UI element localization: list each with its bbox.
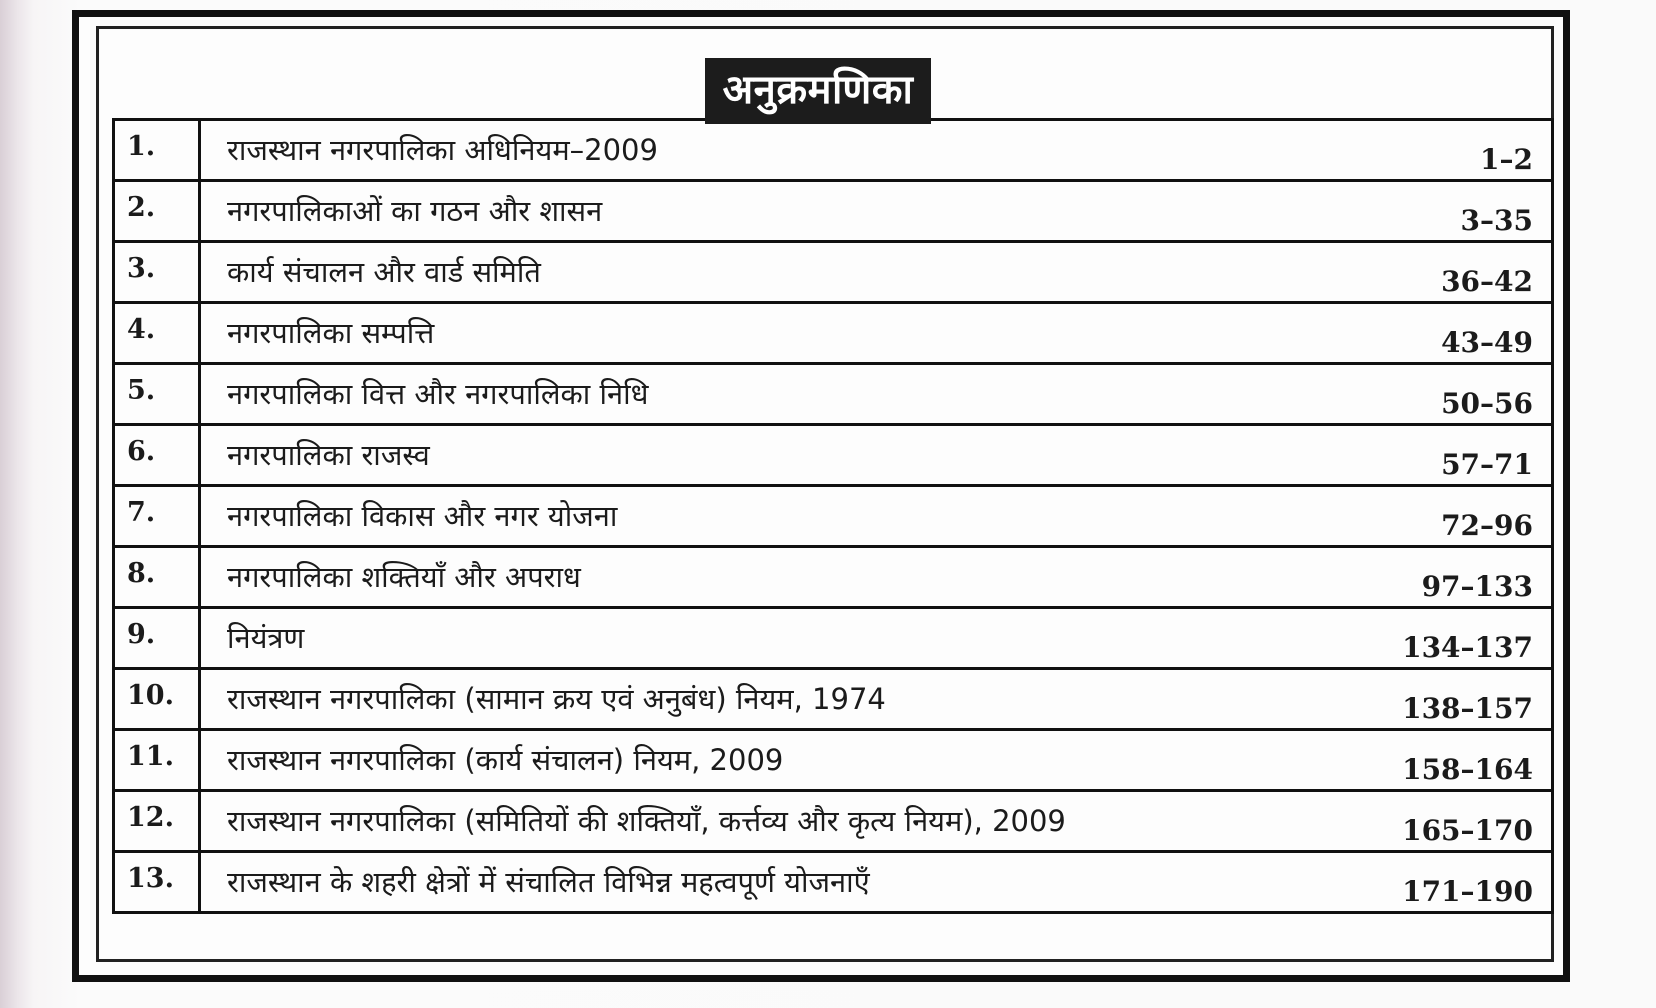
chapter-title: राजस्थान नगरपालिका (कार्य संचालन) नियम, 2009 — [227, 743, 784, 777]
page-range: 138–157 — [1402, 692, 1533, 725]
toc-row-9 — [115, 609, 1551, 670]
chapter-number: 1. — [115, 121, 201, 179]
chapter-number: 10. — [115, 670, 201, 728]
toc-row-2 — [115, 182, 1551, 243]
page-range: 158–164 — [1402, 753, 1533, 786]
chapter-number: 7. — [115, 487, 201, 545]
chapter-title: राजस्थान नगरपालिका (सामान क्रय एवं अनुबंध) नियम, 1974 — [227, 682, 886, 716]
chapter-title: राजस्थान नगरपालिका अधिनियम–2009 — [227, 133, 658, 167]
page-range: 57–71 — [1441, 448, 1533, 481]
page-range: 165–170 — [1402, 814, 1533, 847]
chapter-number: 8. — [115, 548, 201, 606]
chapter-number: 9. — [115, 609, 201, 667]
toc-row-4 — [115, 304, 1551, 365]
chapter-title: नगरपालिका वित्त और नगरपालिका निधि — [227, 377, 649, 411]
toc-row-12 — [115, 792, 1551, 853]
chapter-number: 3. — [115, 243, 201, 301]
toc-row-13 — [115, 853, 1551, 914]
page-range: 43–49 — [1441, 326, 1533, 359]
chapter-number: 6. — [115, 426, 201, 484]
toc-row-11 — [115, 731, 1551, 792]
toc-row-8 — [115, 548, 1551, 609]
chapter-number: 5. — [115, 365, 201, 423]
page-range: 171–190 — [1402, 875, 1533, 908]
table-of-contents — [112, 118, 1554, 914]
chapter-title: कार्य संचालन और वार्ड समिति — [227, 255, 541, 289]
chapter-title: नगरपालिकाओं का गठन और शासन — [227, 194, 603, 228]
page-range: 36–42 — [1441, 265, 1533, 298]
chapter-title: राजस्थान नगरपालिका (समितियों की शक्तियाँ, कर्त्तव्य और कृत्य नियम), 2009 — [227, 804, 1066, 838]
toc-row-10 — [115, 670, 1551, 731]
page-range: 72–96 — [1441, 509, 1533, 542]
toc-row-7 — [115, 487, 1551, 548]
toc-row-5 — [115, 365, 1551, 426]
page-range: 50–56 — [1441, 387, 1533, 420]
chapter-number: 2. — [115, 182, 201, 240]
page-range: 134–137 — [1402, 631, 1533, 664]
chapter-title: नगरपालिका सम्पत्ति — [227, 316, 435, 350]
chapter-number: 4. — [115, 304, 201, 362]
chapter-title: नगरपालिका राजस्व — [227, 438, 430, 472]
page-range: 97–133 — [1421, 570, 1533, 603]
chapter-title: नगरपालिका शक्तियाँ और अपराध — [227, 560, 581, 594]
chapter-number: 12. — [115, 792, 201, 850]
title-container — [0, 58, 1656, 124]
page-range: 3–35 — [1460, 204, 1533, 237]
chapter-title: राजस्थान के शहरी क्षेत्रों में संचालित विभिन्न महत्वपूर्ण योजनाएँ — [227, 865, 870, 899]
chapter-number: 11. — [115, 731, 201, 789]
chapter-title: नियंत्रण — [227, 621, 305, 655]
toc-row-1 — [115, 121, 1551, 182]
page-title: अनुक्रमणिका — [705, 58, 932, 124]
chapter-number: 13. — [115, 853, 201, 911]
chapter-title: नगरपालिका विकास और नगर योजना — [227, 499, 618, 533]
toc-row-6 — [115, 426, 1551, 487]
page-range: 1–2 — [1480, 143, 1533, 176]
toc-row-3 — [115, 243, 1551, 304]
